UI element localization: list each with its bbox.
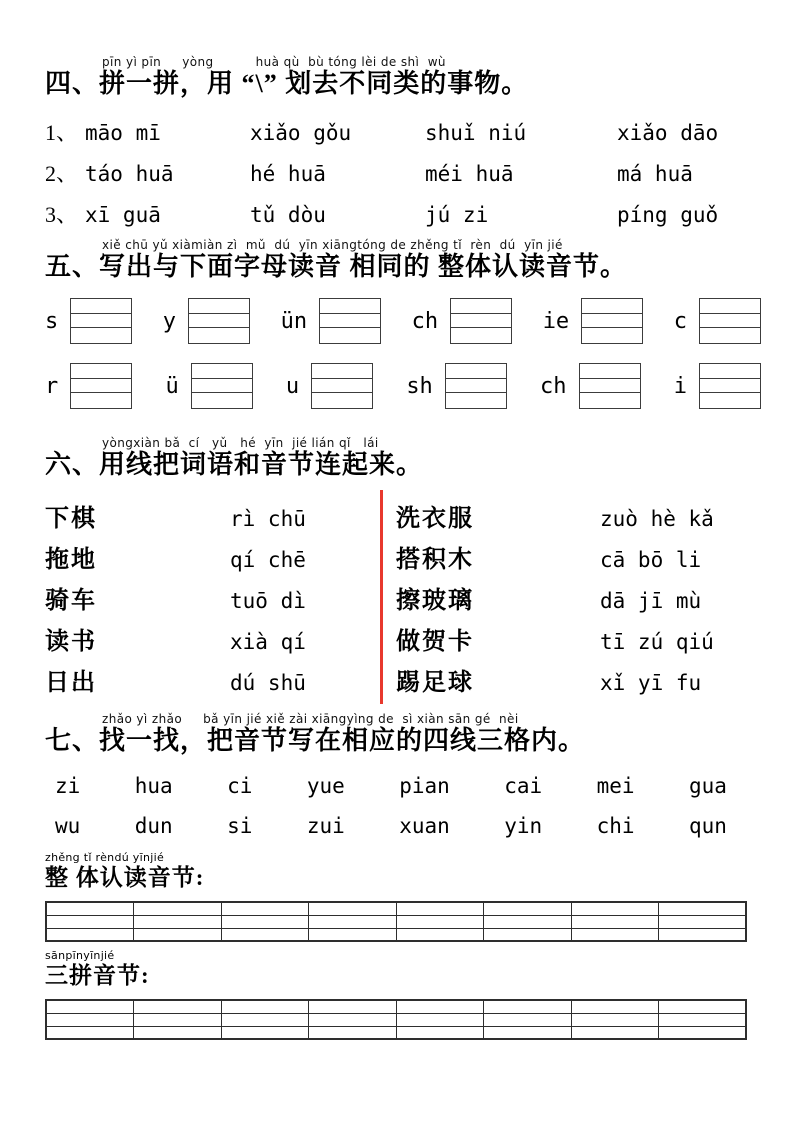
four-line-grid[interactable] — [699, 298, 761, 344]
pinyin-word: tǔ dòu — [250, 203, 326, 227]
answer-cell[interactable] — [484, 1026, 572, 1039]
pinyin-word: má huā — [617, 162, 693, 186]
match-word-pinyin: tī zú qiú — [600, 630, 714, 654]
section5-heading: 五、写出与下面字母读音 相同的 整体认读音节。 — [45, 252, 628, 281]
answer-cell[interactable] — [396, 902, 484, 915]
answer-cell[interactable] — [309, 1013, 397, 1026]
letter-label: s — [45, 308, 59, 334]
answer-cell[interactable] — [396, 1026, 484, 1039]
answer-cell[interactable] — [571, 915, 659, 928]
syllable-item: dun — [134, 814, 173, 838]
pinyin-write-unit — [163, 298, 250, 344]
answer-cell[interactable] — [396, 1000, 484, 1013]
answer-cell[interactable] — [396, 915, 484, 928]
whole-syllable-answer-table — [45, 901, 747, 942]
pinyin-write-unit — [674, 298, 761, 344]
match-row — [45, 580, 755, 621]
pinyin-write-unit — [45, 363, 132, 409]
answer-cell[interactable] — [46, 902, 134, 915]
answer-cell[interactable] — [309, 928, 397, 941]
letter-label: ch — [540, 373, 567, 399]
section6-heading: 六、用线把词语和音节连起来。 — [45, 450, 424, 479]
four-line-grid[interactable] — [699, 363, 761, 409]
answer-cell[interactable] — [46, 915, 134, 928]
match-word-pinyin: xǐ yī fu — [600, 671, 702, 695]
four-line-grid[interactable] — [450, 298, 512, 344]
pinyin-write-unit — [412, 298, 513, 344]
row-number: 2、 — [45, 161, 79, 186]
match-word-cn: 擦玻璃 — [396, 588, 474, 614]
answer-cell[interactable] — [309, 915, 397, 928]
four-line-grid[interactable] — [191, 363, 253, 409]
matching-exercise — [45, 498, 755, 703]
column-divider-line — [380, 490, 383, 704]
four-line-grid[interactable] — [311, 363, 373, 409]
match-row — [45, 621, 755, 662]
answer-cell[interactable] — [484, 1013, 572, 1026]
three-pinyin-label-block — [45, 950, 755, 990]
syllable-item: si — [227, 814, 253, 838]
word-group-row — [45, 157, 755, 185]
match-row — [45, 498, 755, 539]
row-number: 1、 — [45, 120, 79, 145]
match-word-pinyin: qí chē — [230, 548, 306, 572]
answer-cell[interactable] — [659, 928, 747, 941]
pinyin-write-unit — [165, 363, 252, 409]
match-word-cn: 骑车 — [45, 588, 97, 614]
pinyin-word: jú zi — [425, 203, 489, 227]
answer-cell[interactable] — [309, 1000, 397, 1013]
answer-cell[interactable] — [134, 1000, 222, 1013]
match-word-pinyin: zuò hè kǎ — [600, 507, 714, 531]
pinyin-write-unit — [45, 298, 132, 344]
syllable-item: yue — [306, 774, 345, 798]
pinyin-write-unit — [543, 298, 644, 344]
whole-syllable-label-pinyin: zhěng tǐ rèndú yīnjié — [45, 851, 165, 864]
three-pinyin-label: 三拼音节: — [45, 963, 150, 988]
answer-cell[interactable] — [571, 1013, 659, 1026]
section5-grid-row-2 — [45, 363, 761, 409]
answer-cell[interactable] — [571, 928, 659, 941]
section7-heading: 七、找一找，把音节写在相应的四线三格内。 — [45, 726, 586, 755]
answer-cell[interactable] — [134, 928, 222, 941]
letter-label: r — [45, 373, 59, 399]
answer-cell[interactable] — [309, 1026, 397, 1039]
answer-cell[interactable] — [221, 1000, 309, 1013]
pinyin-write-unit — [674, 363, 761, 409]
answer-cell[interactable] — [484, 1000, 572, 1013]
syllable-item: xuan — [399, 814, 450, 838]
match-word-pinyin: dú shū — [230, 671, 306, 695]
section4-pinyin-annotation: pīn yì pīn yòng huà qù bù tóng lèi de shì wù — [102, 55, 446, 69]
match-word-pinyin: tuō dì — [230, 589, 306, 613]
section7-pinyin-annotation: zhǎo yì zhǎo bǎ yīn jié xiě zài xiāngyìng de sì xiàn sān gé nèi — [102, 712, 519, 726]
letter-label: ch — [411, 308, 439, 334]
pinyin-word: hé huā — [250, 162, 326, 186]
pinyin-word: xī guā — [85, 203, 161, 227]
pinyin-word: píng guǒ — [617, 203, 719, 227]
pinyin-word: māo mī — [85, 121, 161, 145]
answer-cell[interactable] — [46, 1000, 134, 1013]
letter-label: c — [673, 308, 687, 334]
match-word-cn: 读书 — [45, 629, 97, 655]
section4-word-rows — [45, 116, 755, 226]
match-word-pinyin: xià qí — [230, 630, 306, 654]
answer-cell[interactable] — [571, 1026, 659, 1039]
three-pinyin-answer-table — [45, 999, 747, 1040]
syllable-item: qun — [688, 814, 727, 838]
syllable-item: mei — [596, 774, 635, 798]
answer-cell[interactable] — [134, 1026, 222, 1039]
match-word-pinyin: cā bō li — [600, 548, 702, 572]
answer-cell[interactable] — [484, 928, 572, 941]
match-row — [45, 662, 755, 703]
letter-label: ün — [280, 308, 308, 334]
answer-cell[interactable] — [134, 902, 222, 915]
letter-label: ie — [542, 308, 570, 334]
worksheet-page — [0, 56, 793, 1122]
answer-cell[interactable] — [221, 928, 309, 941]
four-line-grid[interactable] — [70, 298, 132, 344]
answer-cell[interactable] — [221, 1026, 309, 1039]
row-number: 3、 — [45, 202, 79, 227]
pinyin-word: méi huā — [425, 162, 514, 186]
syllable-item: ci — [227, 774, 253, 798]
pinyin-word: xiǎo dāo — [617, 121, 719, 145]
three-pinyin-label-pinyin: sānpīnyīnjié — [45, 949, 115, 962]
syllable-item: chi — [596, 814, 635, 838]
whole-syllable-label-block — [45, 852, 755, 892]
match-word-cn: 日出 — [45, 670, 97, 696]
answer-cell[interactable] — [134, 915, 222, 928]
letter-label: ü — [165, 373, 179, 399]
answer-cell[interactable] — [659, 902, 747, 915]
pinyin-word: táo huā — [85, 162, 174, 186]
answer-cell[interactable] — [396, 1013, 484, 1026]
syllable-item: zi — [55, 774, 81, 798]
letter-label: y — [162, 308, 177, 334]
answer-cell[interactable] — [571, 1000, 659, 1013]
four-line-grid[interactable] — [188, 298, 250, 344]
answer-cell[interactable] — [221, 915, 309, 928]
answer-cell[interactable] — [484, 915, 572, 928]
answer-cell[interactable] — [221, 1013, 309, 1026]
match-word-cn: 搭积木 — [396, 547, 474, 573]
syllable-item: yin — [504, 814, 543, 838]
four-line-grid[interactable] — [581, 298, 643, 344]
match-word-pinyin: dā jī mù — [600, 589, 702, 613]
match-word-cn: 下棋 — [45, 506, 97, 532]
answer-cell[interactable] — [659, 1013, 747, 1026]
syllable-item: cai — [504, 774, 543, 798]
section5-grid-row-1 — [45, 298, 761, 344]
answer-cell[interactable] — [221, 902, 309, 915]
answer-cell[interactable] — [134, 1013, 222, 1026]
syllable-row-2 — [55, 814, 727, 838]
syllable-item: gua — [688, 774, 727, 798]
section4-heading: 四、拼一拼，用 “\” 划去不同类的事物。 — [45, 69, 529, 98]
section5-pinyin-annotation: xiě chū yǔ xiàmiàn zì mǔ dú yīn xiāngtóng de zhěng tǐ rèn dú yīn jié — [102, 238, 563, 252]
syllable-item: zui — [306, 814, 345, 838]
match-word-cn: 拖地 — [45, 547, 97, 573]
four-line-grid[interactable] — [319, 298, 381, 344]
pinyin-word: shuǐ niú — [425, 121, 527, 145]
letter-label: u — [285, 373, 300, 399]
word-group-row — [45, 198, 755, 226]
match-row — [45, 539, 755, 580]
answer-cell[interactable] — [571, 902, 659, 915]
pinyin-write-unit — [406, 363, 507, 409]
match-word-cn: 做贺卡 — [396, 629, 474, 655]
answer-cell[interactable] — [396, 928, 484, 941]
answer-cell[interactable] — [659, 1026, 747, 1039]
match-word-cn: 洗衣服 — [396, 506, 474, 532]
letter-label: sh — [406, 373, 433, 399]
answer-cell[interactable] — [46, 928, 134, 941]
answer-cell[interactable] — [309, 902, 397, 915]
pinyin-write-unit — [281, 298, 382, 344]
match-word-pinyin: rì chū — [230, 507, 306, 531]
pinyin-word: xiǎo gǒu — [250, 121, 352, 145]
pinyin-write-unit — [286, 363, 373, 409]
section6-pinyin-annotation: yòngxiàn bǎ cí yǔ hé yīn jié lián qǐ lái — [102, 436, 379, 450]
answer-cell[interactable] — [659, 915, 747, 928]
answer-cell[interactable] — [659, 1000, 747, 1013]
answer-cell[interactable] — [484, 902, 572, 915]
four-line-grid[interactable] — [445, 363, 507, 409]
word-group-row — [45, 116, 755, 144]
four-line-grid[interactable] — [70, 363, 132, 409]
whole-syllable-label: 整 体认读音节: — [45, 865, 205, 890]
syllable-row-1 — [55, 774, 727, 798]
syllable-item: wu — [55, 814, 81, 838]
syllable-item: pian — [399, 774, 450, 798]
answer-cell[interactable] — [46, 1013, 134, 1026]
four-line-grid[interactable] — [579, 363, 641, 409]
match-word-cn: 踢足球 — [396, 670, 474, 696]
syllable-item: hua — [134, 774, 173, 798]
answer-cell[interactable] — [46, 1026, 134, 1039]
letter-label: i — [673, 373, 687, 399]
pinyin-write-unit — [540, 363, 641, 409]
